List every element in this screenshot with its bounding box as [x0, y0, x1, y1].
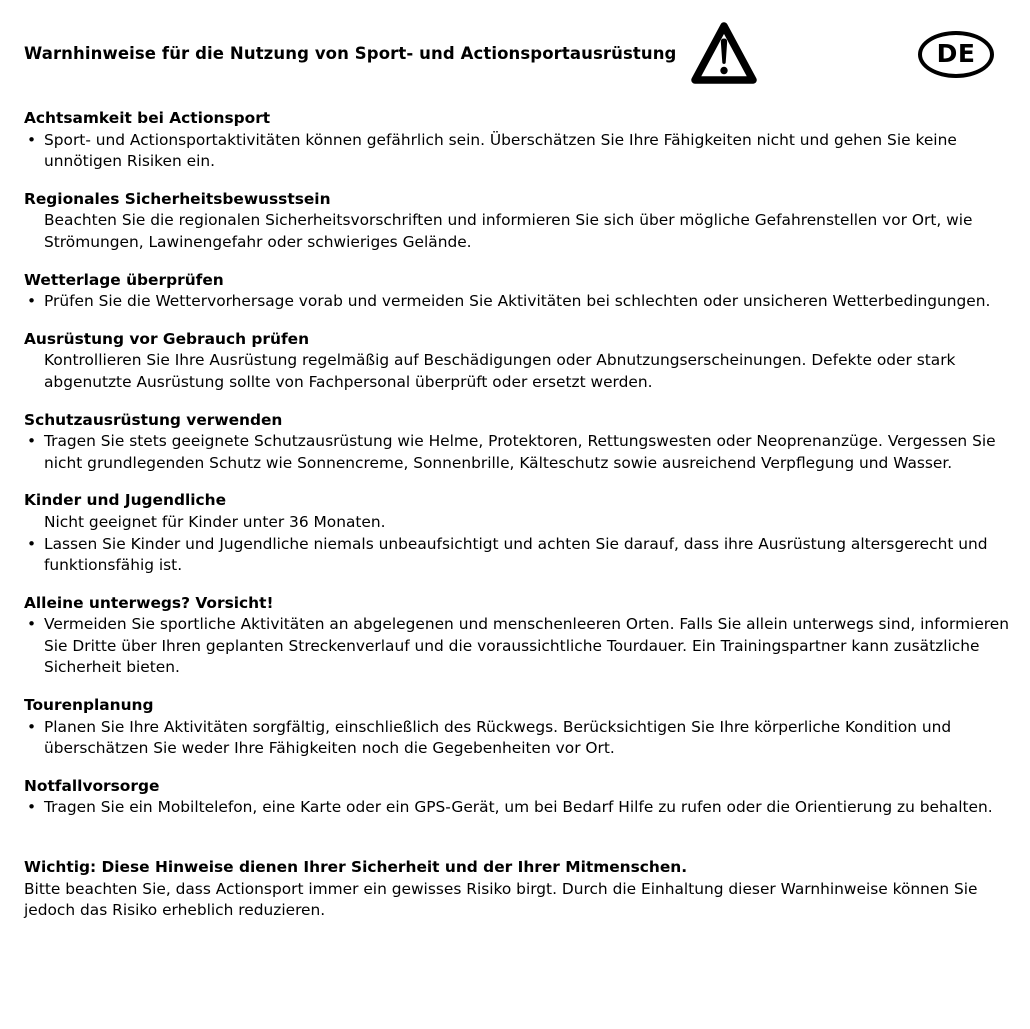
- bullet-marker: •: [27, 798, 37, 817]
- bullet-marker: •: [27, 534, 37, 553]
- document-header: [24, 0, 1014, 96]
- list-item: [24, 614, 1014, 679]
- list-item: [24, 717, 1014, 760]
- language-badge-label: DE: [936, 39, 976, 68]
- list-item: [24, 130, 1014, 173]
- list-item-text: Planen Sie Ihre Aktivitäten sorgfältig, einschließlich des Rückwegs. Berücksichtigen Sie Ihre körperliche Kondition und überschätzen Sie weder Ihre Fähigkeiten noch die Gegebenheiten vor Ort.: [44, 717, 952, 758]
- section-regionales: [24, 189, 1014, 254]
- list-item: [24, 210, 1014, 253]
- bullet-marker: •: [27, 292, 37, 311]
- list-item-text: Vermeiden Sie sportliche Aktivitäten an abgelegenen und menschenleeren Orten. Falls Sie allein unterwegs sind, informieren Sie Dritte über Ihren geplanten Streckenverlauf und die voraussichtliche Tourdauer. Ein Trainingspartner kann zusätzliche Sicherheit bieten.: [44, 615, 1010, 677]
- important-note: [24, 857, 1014, 922]
- bullet-marker: •: [27, 432, 37, 451]
- section-schutzausruestung: [24, 410, 1014, 475]
- section-achtsamkeit: [24, 108, 1014, 173]
- section-heading: Achtsamkeit bei Actionsport: [24, 109, 271, 127]
- section-heading: Notfallvorsorge: [24, 776, 160, 795]
- list-item: [24, 797, 1014, 819]
- list-item-text: Tragen Sie ein Mobiltelefon, eine Karte oder ein GPS-Gerät, um bei Bedarf Hilfe zu rufen oder die Orientierung zu behalten.: [44, 798, 993, 817]
- section-heading: Kinder und Jugendliche: [24, 491, 227, 510]
- list-item: [24, 431, 1014, 474]
- section-kinder: [24, 490, 1014, 576]
- section-heading: Regionales Sicherheitsbewusstsein: [24, 189, 331, 208]
- document-body: [24, 108, 1014, 922]
- list-item: [24, 534, 1014, 577]
- list-item-text: Nicht geeignet für Kinder unter 36 Monaten.: [44, 512, 386, 531]
- list-item: [24, 291, 1014, 313]
- section-heading: Schutzausrüstung verwenden: [24, 410, 283, 429]
- section-ausruestung: [24, 329, 1014, 394]
- important-note-body: Bitte beachten Sie, dass Actionsport immer ein gewisses Risiko birgt. Durch die Einhaltung dieser Warnhinweise können Sie jedoch das Risiko erheblich reduzieren.: [24, 879, 978, 920]
- list-item-text: Prüfen Sie die Wettervorhersage vorab und vermeiden Sie Aktivitäten bei schlechten oder unsicheren Wetterbedingungen.: [44, 292, 991, 311]
- bullet-marker: •: [27, 615, 37, 634]
- list-item-text: Beachten Sie die regionalen Sicherheitsvorschriften und informieren Sie sich über mögliche Gefahrenstellen vor Ort, wie Strömungen, Lawinengefahr oder schwieriges Gelände.: [44, 211, 973, 251]
- language-badge: [918, 31, 994, 78]
- page-title: Warnhinweise für die Nutzung von Sport- und Actionsportausrüstung: [24, 44, 677, 63]
- list-item-text: Kontrollieren Sie Ihre Ausrüstung regelmäßig auf Beschädigungen oder Abnutzungserscheinungen. Defekte oder stark abgenutzte Ausrüstung sollte von Fachpersonal überprüft oder ersetzt werden.: [44, 351, 956, 391]
- bullet-marker: •: [27, 717, 37, 736]
- list-item-text: Tragen Sie stets geeignete Schutzausrüstung wie Helme, Protektoren, Rettungswesten oder Neoprenanzüge. Vergessen Sie nicht grundlegenden Schutz wie Sonnencreme, Sonnenbrille, Kälteschutz sowie ausreichend Verpflegung und Wasser.: [44, 432, 996, 472]
- section-alleine-unterwegs: [24, 593, 1014, 679]
- bullet-marker: •: [27, 130, 37, 149]
- list-item: [24, 512, 1014, 534]
- important-note-heading: Wichtig: Diese Hinweise dienen Ihrer Sicherheit und der Ihrer Mitmenschen.: [24, 858, 688, 877]
- section-tourenplanung: [24, 695, 1014, 760]
- section-wetterlage: [24, 270, 1014, 313]
- section-heading: Alleine unterwegs? Vorsicht!: [24, 593, 274, 612]
- section-heading: Tourenplanung: [24, 696, 154, 715]
- section-notfallvorsorge: [24, 776, 1014, 819]
- section-heading: Ausrüstung vor Gebrauch prüfen: [24, 329, 310, 348]
- list-item-text: Sport- und Actionsportaktivitäten können gefährlich sein. Überschätzen Sie Ihre Fähigkeiten nicht und gehen Sie keine unnötigen Risiken ein.: [44, 130, 957, 171]
- list-item-text: Lassen Sie Kinder und Jugendliche niemals unbeaufsichtigt und achten Sie darauf, dass ihre Ausrüstung altersgerecht und funktionsfähig ist.: [44, 534, 988, 575]
- list-item: [24, 350, 1014, 393]
- warning-triangle-icon: [690, 20, 758, 88]
- section-heading: Wetterlage überprüfen: [24, 270, 224, 289]
